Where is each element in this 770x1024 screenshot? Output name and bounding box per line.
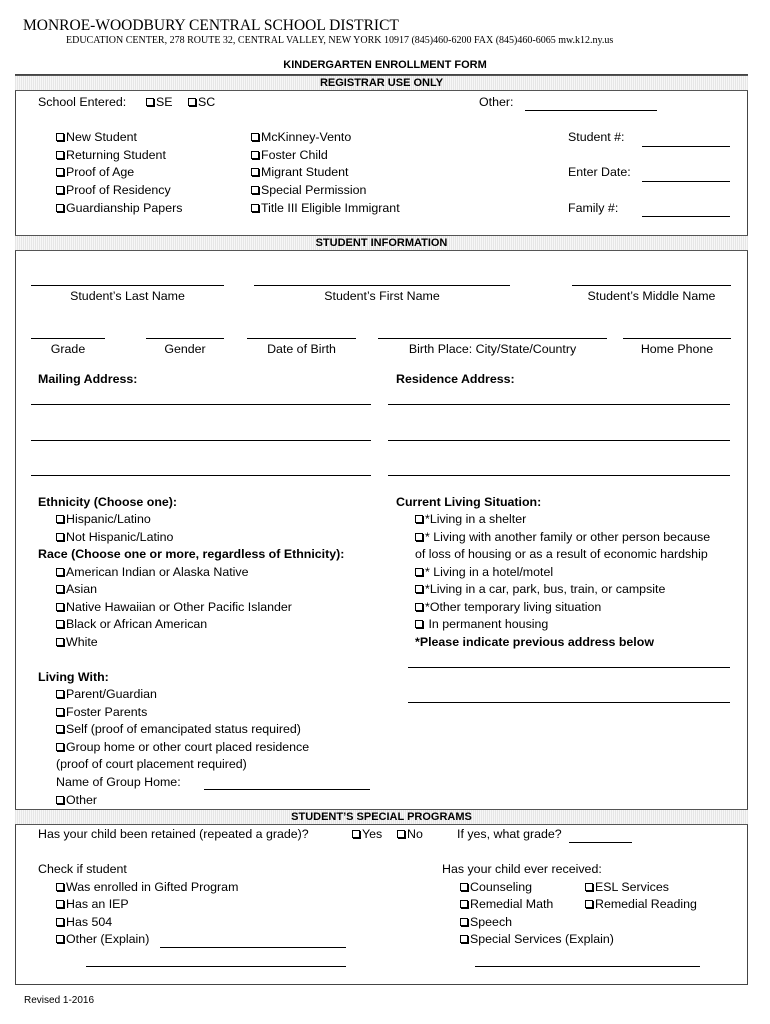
previous-address-line-1[interactable]: [408, 667, 730, 668]
received-title: Has your child ever received:: [442, 862, 602, 876]
living-with-title: Living With:: [38, 670, 109, 684]
enter-date-label: Enter Date:: [568, 165, 631, 179]
chk-special-permission[interactable]: Special Permission: [251, 184, 366, 196]
sc-checkbox[interactable]: SC: [188, 96, 215, 108]
chk-hispanic[interactable]: Hispanic/Latino: [56, 513, 151, 525]
chk-retained-yes[interactable]: Yes: [352, 828, 382, 840]
grade-label: Grade: [50, 342, 86, 356]
dob-input[interactable]: [247, 338, 356, 339]
chk-group-home[interactable]: Group home or other court placed residence: [56, 741, 309, 753]
group-home-name-input[interactable]: [204, 789, 370, 790]
other-label: Other:: [479, 95, 514, 109]
last-name-input[interactable]: [31, 285, 224, 286]
home-phone-input[interactable]: [623, 338, 731, 339]
student-number-input[interactable]: [642, 146, 730, 147]
chk-shelter[interactable]: *Living in a shelter: [415, 513, 526, 525]
chk-american-indian[interactable]: American Indian or Alaska Native: [56, 566, 249, 578]
chk-car-park[interactable]: *Living in a car, park, bus, train, or campsite: [415, 583, 665, 595]
mailing-line-1[interactable]: [31, 404, 371, 405]
chk-other-temporary[interactable]: *Other temporary living situation: [415, 601, 601, 613]
chk-returning-student[interactable]: Returning Student: [56, 149, 166, 161]
other-input[interactable]: [525, 110, 657, 111]
chk-another-family[interactable]: * Living with another family or other person because: [415, 531, 710, 543]
group-home-cont: (proof of court placement required): [56, 757, 247, 771]
other-explain-input[interactable]: [160, 947, 346, 948]
chk-other-explain[interactable]: Other (Explain): [56, 933, 149, 945]
what-grade-input[interactable]: [569, 842, 632, 843]
first-name-input[interactable]: [254, 285, 510, 286]
family-number-label: Family #:: [568, 201, 619, 215]
chk-speech[interactable]: Speech: [460, 916, 512, 928]
dob-label: Date of Birth: [267, 342, 336, 356]
birth-place-input[interactable]: [378, 338, 607, 339]
check-if-student-title: Check if student: [38, 862, 127, 876]
chk-remedial-math[interactable]: Remedial Math: [460, 898, 553, 910]
retained-question: Has your child been retained (repeated a grade)?: [38, 827, 309, 841]
middle-name-label: Student’s Middle Name: [587, 289, 716, 303]
first-name-label: Student’s First Name: [324, 289, 440, 303]
chk-gifted[interactable]: Was enrolled in Gifted Program: [56, 881, 238, 893]
chk-special-services[interactable]: Special Services (Explain): [460, 933, 614, 945]
last-name-label: Student’s Last Name: [70, 289, 185, 303]
residence-line-1[interactable]: [388, 404, 730, 405]
student-number-label: Student #:: [568, 130, 625, 144]
district-name: MONROE-WOODBURY CENTRAL SCHOOL DISTRICT: [23, 17, 399, 34]
chk-504[interactable]: Has 504: [56, 916, 112, 928]
chk-native-hawaiian[interactable]: Native Hawaiian or Other Pacific Islander: [56, 601, 292, 613]
mailing-address-label: Mailing Address:: [38, 372, 138, 386]
chk-not-hispanic[interactable]: Not Hispanic/Latino: [56, 531, 173, 543]
chk-white[interactable]: White: [56, 636, 98, 648]
chk-living-other[interactable]: Other: [56, 794, 97, 806]
chk-permanent-housing[interactable]: In permanent housing: [415, 618, 548, 630]
chk-proof-of-age[interactable]: Proof of Age: [56, 166, 134, 178]
residence-address-label: Residence Address:: [396, 372, 515, 386]
chk-mckinney-vento[interactable]: McKinney-Vento: [251, 131, 351, 143]
previous-address-note: *Please indicate previous address below: [415, 635, 654, 649]
chk-iep[interactable]: Has an IEP: [56, 898, 129, 910]
gender-input[interactable]: [146, 338, 224, 339]
chk-counseling[interactable]: Counseling: [460, 881, 532, 893]
family-number-input[interactable]: [642, 216, 730, 217]
chk-remedial-reading[interactable]: Remedial Reading: [585, 898, 697, 910]
chk-black[interactable]: Black or African American: [56, 618, 207, 630]
living-situation-title: Current Living Situation:: [396, 495, 542, 509]
school-entered-label: School Entered:: [38, 95, 127, 109]
group-home-name-label: Name of Group Home:: [56, 775, 181, 789]
race-title: Race (Choose one or more, regardless of Ethnicity):: [38, 547, 345, 561]
residence-line-3[interactable]: [388, 475, 730, 476]
chk-hotel[interactable]: * Living in a hotel/motel: [415, 566, 553, 578]
special-services-explain-input[interactable]: [475, 966, 700, 967]
another-family-cont: of loss of housing or as a result of economic hardship: [415, 547, 708, 561]
what-grade-label: If yes, what grade?: [457, 827, 562, 841]
district-address: EDUCATION CENTER, 278 ROUTE 32, CENTRAL VALLEY, NEW YORK 10917 (845)460-6200 FAX (845)460-6065 mw.k12.ny.us: [66, 35, 614, 46]
chk-migrant[interactable]: Migrant Student: [251, 166, 348, 178]
chk-retained-no[interactable]: No: [397, 828, 423, 840]
chk-foster-parents[interactable]: Foster Parents: [56, 706, 147, 718]
ethnicity-title: Ethnicity (Choose one):: [38, 495, 178, 509]
chk-parent-guardian[interactable]: Parent/Guardian: [56, 688, 157, 700]
enter-date-input[interactable]: [642, 181, 730, 182]
birth-place-label: Birth Place: City/State/Country: [408, 342, 577, 356]
chk-self[interactable]: Self (proof of emancipated status required): [56, 723, 301, 735]
home-phone-label: Home Phone: [640, 342, 714, 356]
special-programs-band: STUDENT’S SPECIAL PROGRAMS: [15, 809, 748, 825]
se-checkbox[interactable]: SE: [146, 96, 173, 108]
chk-new-student[interactable]: New Student: [56, 131, 137, 143]
mailing-line-3[interactable]: [31, 475, 371, 476]
mailing-line-2[interactable]: [31, 440, 371, 441]
chk-foster-child[interactable]: Foster Child: [251, 149, 328, 161]
chk-asian[interactable]: Asian: [56, 583, 97, 595]
chk-guardianship[interactable]: Guardianship Papers: [56, 202, 182, 214]
middle-name-input[interactable]: [572, 285, 731, 286]
form-title: KINDERGARTEN ENROLLMENT FORM: [283, 59, 487, 71]
grade-input[interactable]: [31, 338, 105, 339]
revised-note: Revised 1-2016: [24, 995, 95, 1006]
registrar-band: REGISTRAR USE ONLY: [15, 75, 748, 91]
chk-proof-of-residency[interactable]: Proof of Residency: [56, 184, 171, 196]
chk-esl[interactable]: ESL Services: [585, 881, 669, 893]
previous-address-line-2[interactable]: [408, 702, 730, 703]
residence-line-2[interactable]: [388, 440, 730, 441]
gender-label: Gender: [164, 342, 206, 356]
student-info-band: STUDENT INFORMATION: [15, 235, 748, 251]
chk-title-iii[interactable]: Title III Eligible Immigrant: [251, 202, 400, 214]
other-explain-line-2[interactable]: [86, 966, 346, 967]
